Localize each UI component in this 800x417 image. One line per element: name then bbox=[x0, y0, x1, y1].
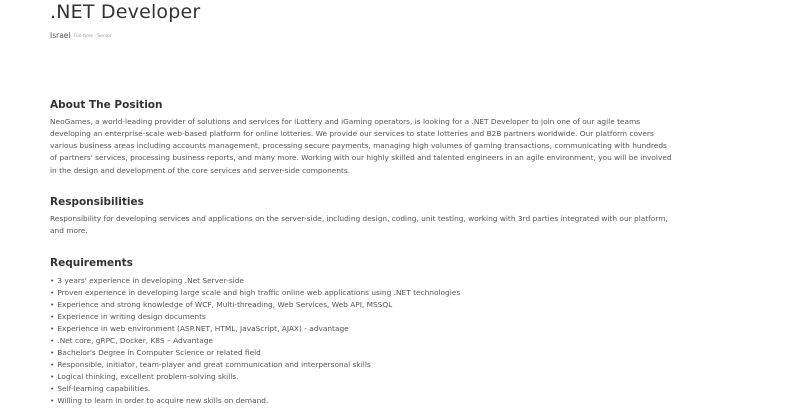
list-item bbox=[50, 335, 460, 347]
job-meta bbox=[50, 31, 112, 40]
requirement-text: .Net core, gRPC, Docker, K8S – Advantage bbox=[57, 335, 213, 345]
requirements-heading: Requirements bbox=[50, 257, 133, 269]
responsibilities-line: and more. bbox=[50, 225, 88, 235]
about-line: in the design and development of the core services and server-side components. bbox=[50, 165, 351, 175]
about-line: various business areas including accounts management, processing secure payments, managing high volumes of gaming transactions, communicating with hundreds bbox=[50, 141, 667, 151]
list-item bbox=[50, 311, 460, 323]
bullet: • bbox=[50, 323, 55, 333]
responsibilities-heading: Responsibilities bbox=[50, 196, 144, 208]
bullet: • bbox=[50, 311, 55, 321]
bullet: • bbox=[50, 348, 55, 358]
requirement-text: Bachelor's Degree in Computer Science or related field bbox=[57, 348, 261, 358]
list-item bbox=[50, 371, 460, 383]
requirement-text: Logical thinking, excellent problem-solving skills. bbox=[57, 372, 239, 382]
list-item bbox=[50, 287, 460, 299]
responsibilities-paragraph bbox=[50, 213, 710, 238]
about-line: of partners' services, processing business reports, and many more. Working with our highly skilled and talented engineers in an agile environment, you will be involved bbox=[50, 153, 672, 163]
bullet: • bbox=[50, 384, 55, 394]
bullet: • bbox=[50, 372, 55, 382]
requirement-text: Willing to learn in order to acquire new skills on demand. bbox=[57, 396, 269, 406]
requirement-text: Proven experience in developing large scale and high traffic online web applications using .NET technologies bbox=[57, 287, 461, 297]
requirement-text: Responsible, initiator, team-player and great communication and interpersonal skills bbox=[57, 360, 371, 370]
about-heading: About The Position bbox=[50, 99, 163, 111]
job-type-seniority: Full-time · Senior bbox=[73, 34, 112, 39]
list-item bbox=[50, 359, 460, 371]
bullet: • bbox=[50, 287, 55, 297]
requirements-list bbox=[50, 275, 460, 408]
requirement-text: Experience in writing design documents bbox=[57, 311, 206, 321]
list-item bbox=[50, 347, 460, 359]
requirement-text: 3 years' experience in developing .Net Server-side bbox=[57, 275, 244, 285]
requirement-text: Experience and strong knowledge of WCF, Multi-threading, Web Services, Web API, MSSQL bbox=[57, 299, 393, 309]
requirement-text: Experience in web environment (ASP.NET, HTML, JavaScript, AJAX) - advantage bbox=[57, 323, 349, 333]
requirement-text: Self-learning capabilities. bbox=[57, 384, 151, 394]
about-line: NeoGames, a world-leading provider of solutions and services for iLottery and iGaming operators, is looking for a .NET Developer to join one of our agile teams bbox=[50, 116, 641, 126]
bullet: • bbox=[50, 299, 55, 309]
job-title: .NET Developer bbox=[50, 1, 201, 23]
list-item bbox=[50, 299, 460, 311]
list-item bbox=[50, 275, 460, 287]
list-item bbox=[50, 395, 460, 407]
bullet: • bbox=[50, 360, 55, 370]
bullet: • bbox=[50, 335, 55, 345]
about-paragraph bbox=[50, 116, 710, 177]
about-line: developing an enterprise-scale web-based platform for online lotteries. We provide our services to state lotteries and B2B partners worldwide. Our platform covers bbox=[50, 128, 654, 138]
bullet: • bbox=[50, 396, 55, 406]
bullet: • bbox=[50, 275, 55, 285]
job-location: Israel bbox=[50, 31, 71, 40]
responsibilities-line: Responsibility for developing services and applications on the server-side, including design, coding, unit testing, working with 3rd parties integrated with our platform, bbox=[50, 213, 668, 223]
list-item bbox=[50, 323, 460, 335]
list-item bbox=[50, 383, 460, 395]
